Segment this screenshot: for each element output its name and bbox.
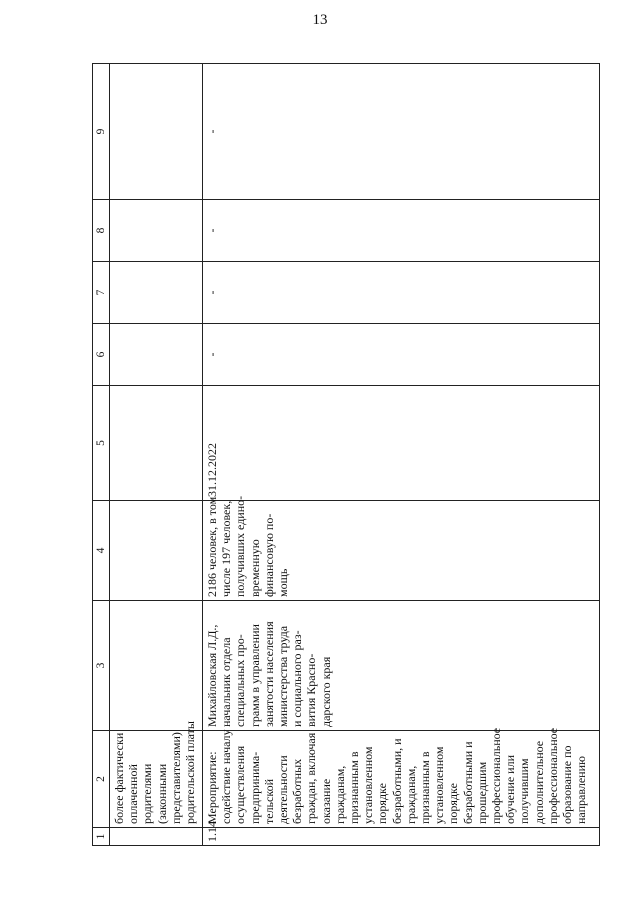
column-header: 6 xyxy=(93,324,110,386)
text-line: образование по xyxy=(560,745,575,824)
text-line: и социального раз- xyxy=(290,630,305,727)
text-line: признанным в xyxy=(418,751,433,824)
text-line: (законными xyxy=(154,763,169,824)
cell-value: - xyxy=(203,324,600,386)
text-line: получившим xyxy=(517,758,532,824)
measures-table xyxy=(92,63,600,846)
table-frame xyxy=(92,64,600,846)
text-line: содействие началу xyxy=(219,729,234,824)
text-line: 2186 человек, в том xyxy=(205,496,219,597)
text-line: оказание xyxy=(318,778,333,824)
text-line: начальник отдела xyxy=(219,637,234,727)
cell-indicator xyxy=(110,501,203,601)
text-line: безработными, и xyxy=(389,738,404,824)
cell-value: - xyxy=(203,262,600,324)
header-row xyxy=(93,64,110,846)
text-line: финансовую по- xyxy=(261,513,276,597)
cell-value: - xyxy=(203,64,600,200)
text-line: безработных xyxy=(290,758,305,824)
text-line: порядке xyxy=(375,783,390,824)
text-line: направлению xyxy=(574,756,589,824)
text-line: установленном xyxy=(361,746,376,824)
text-line: родителями xyxy=(140,763,155,824)
text-line: более фактически xyxy=(112,732,126,824)
cell-description xyxy=(203,727,600,828)
column-header: 5 xyxy=(93,386,110,501)
cell-value xyxy=(110,324,203,386)
text-line: предпринима- xyxy=(247,751,262,824)
text-line: тельской xyxy=(261,779,276,824)
text-line: Мероприятие: xyxy=(205,751,219,824)
text-line: обучение или xyxy=(503,754,518,824)
cell-value xyxy=(110,200,203,262)
text-line: профессиональное xyxy=(489,727,504,824)
column-header: 8 xyxy=(93,200,110,262)
text-line: представителями) xyxy=(168,732,183,824)
text-line: признанным в xyxy=(347,751,362,824)
page-number: 13 xyxy=(312,12,328,28)
text-line: министерства труда xyxy=(276,625,291,727)
text-line: мощь xyxy=(276,568,291,597)
cell-responsible xyxy=(203,601,600,731)
text-line: временную xyxy=(247,539,262,597)
text-line: гражданам, xyxy=(332,765,347,824)
text-line: граждан, включая xyxy=(304,732,319,824)
column-header: 7 xyxy=(93,262,110,324)
text-line: профессиональное xyxy=(545,727,560,824)
text-line: установленном xyxy=(432,746,447,824)
column-header: 9 xyxy=(93,64,110,200)
text-line: дополнительное xyxy=(531,740,546,824)
text-line: порядке xyxy=(446,783,461,824)
text-line: специальных про- xyxy=(233,634,248,727)
column-header: 2 xyxy=(93,731,110,828)
table-row xyxy=(110,64,203,846)
cell-value: - xyxy=(203,200,600,262)
text-line: деятельности xyxy=(276,755,291,824)
cell-value xyxy=(110,64,203,200)
text-line: вития Красно- xyxy=(304,653,319,727)
text-line: оплаченной xyxy=(126,764,141,824)
table-row xyxy=(203,64,600,846)
cell-number xyxy=(110,828,203,846)
text-line: безработными и xyxy=(460,741,475,824)
text-line: родительской платы xyxy=(183,721,198,824)
text-line: прошедшим xyxy=(474,761,489,824)
cell-responsible xyxy=(110,601,203,731)
cell-value xyxy=(110,262,203,324)
cell-number: 1.14 xyxy=(203,828,600,846)
text-line: числе 197 человек, xyxy=(219,500,234,597)
text-line: получивших едино- xyxy=(233,495,248,597)
cell-date xyxy=(110,386,203,501)
text-line: осуществления xyxy=(233,745,248,824)
cell-date: 31.12.2022 xyxy=(203,386,600,501)
text-line: гражданам, xyxy=(403,765,418,824)
text-line: грамм в управлении xyxy=(247,624,262,727)
rotated-table-container xyxy=(92,64,600,846)
text-line: Михайловская Л.Д., xyxy=(205,624,219,727)
column-header: 4 xyxy=(93,501,110,601)
column-header: 3 xyxy=(93,601,110,731)
column-header: 1 xyxy=(93,828,110,846)
cell-description xyxy=(110,721,203,828)
cell-indicator xyxy=(203,495,600,601)
text-line: занятости населения xyxy=(261,621,276,727)
text-line: дарского края xyxy=(318,656,333,727)
